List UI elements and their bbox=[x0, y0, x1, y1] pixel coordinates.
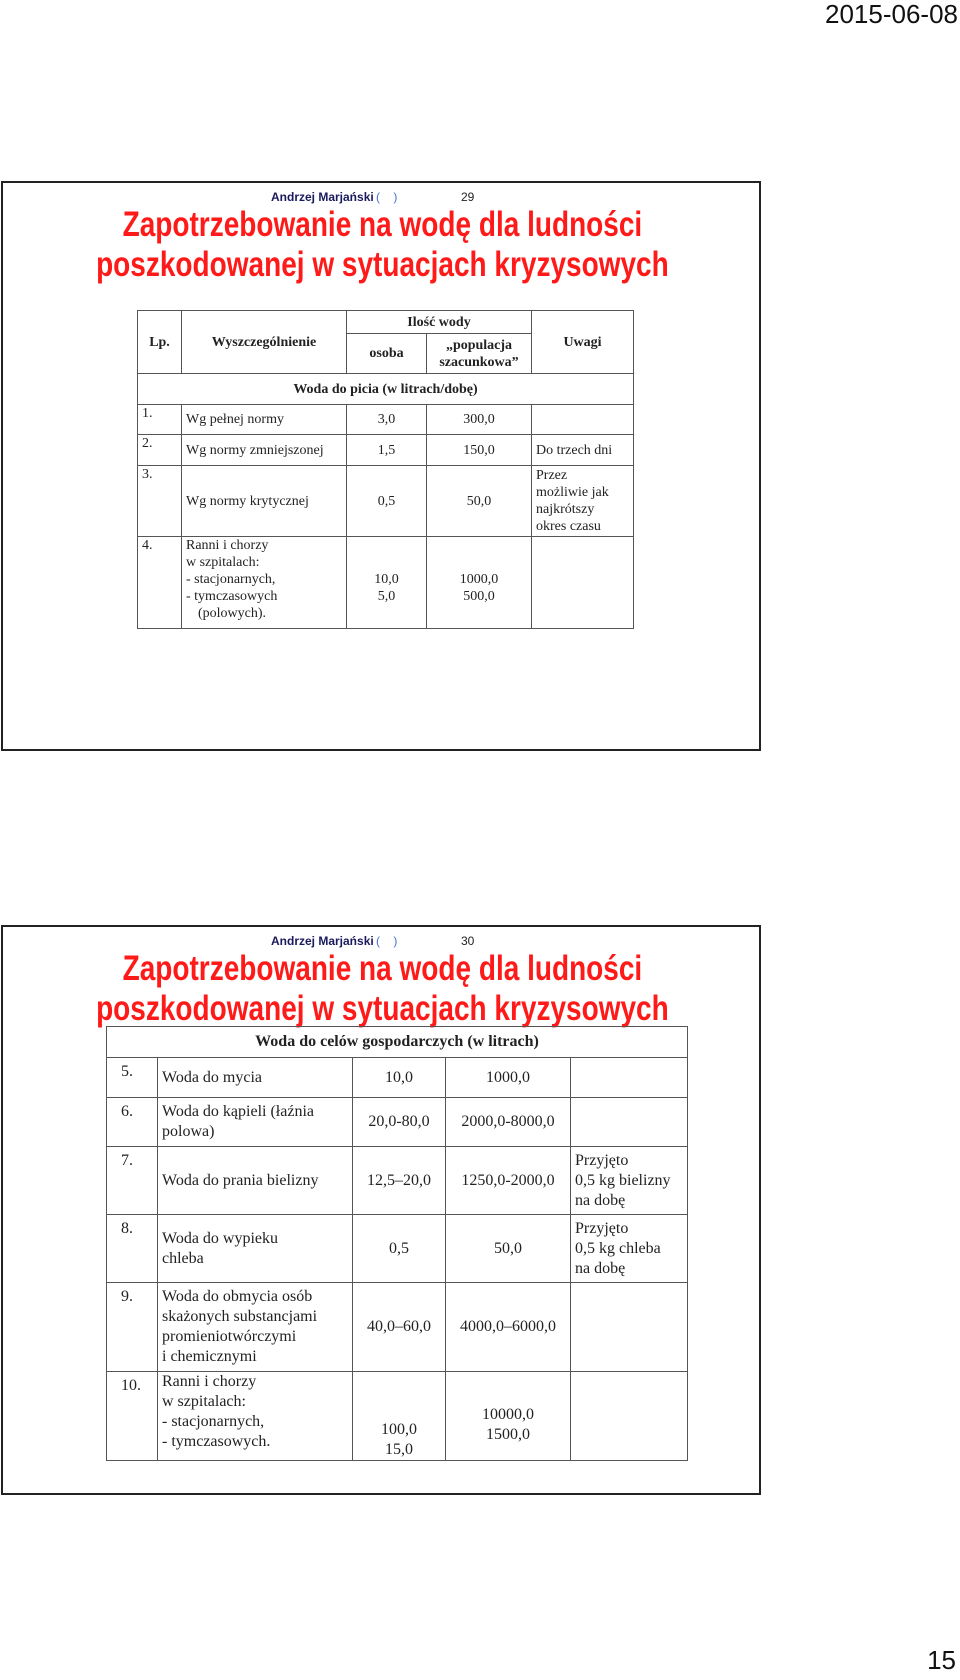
row-population: 1000,0 bbox=[446, 1058, 571, 1098]
row-notes bbox=[571, 1098, 688, 1147]
section-row bbox=[138, 374, 634, 405]
row-person: 10,0 5,0 bbox=[347, 537, 427, 629]
row-lp: 8. bbox=[107, 1215, 158, 1283]
row-population: 50,0 bbox=[427, 466, 532, 537]
slide-header bbox=[3, 933, 759, 949]
header-lp: Lp. bbox=[138, 311, 182, 374]
slide-29 bbox=[1, 181, 761, 751]
row-lp: 4. bbox=[138, 537, 182, 629]
table-row bbox=[138, 435, 634, 466]
water-drinking-table bbox=[137, 310, 634, 629]
slide-parens: ( ) bbox=[376, 934, 403, 948]
row-person: 0,5 bbox=[353, 1215, 446, 1283]
row-population: 1250,0-2000,0 bbox=[446, 1147, 571, 1215]
row-desc: Woda do prania bielizny bbox=[158, 1147, 353, 1215]
row-notes: Do trzech dni bbox=[532, 435, 634, 466]
row-desc: Ranni i chorzy w szpitalach: - stacjonarnych, - tymczasowych. bbox=[158, 1372, 353, 1461]
section-row bbox=[107, 1027, 688, 1058]
slide-number: 30 bbox=[461, 934, 475, 948]
table-row bbox=[107, 1283, 688, 1372]
row-desc: Woda do kąpieli (łaźnia polowa) bbox=[158, 1098, 353, 1147]
row-notes: Przyjęto 0,5 kg bielizny na dobę bbox=[571, 1147, 688, 1215]
table-row bbox=[138, 537, 634, 629]
slide-author: Andrzej Marjański bbox=[271, 190, 374, 204]
row-population: 10000,0 1500,0 bbox=[446, 1372, 571, 1461]
row-notes bbox=[532, 537, 634, 629]
row-person: 40,0–60,0 bbox=[353, 1283, 446, 1372]
row-person: 20,0-80,0 bbox=[353, 1098, 446, 1147]
table-row bbox=[138, 466, 634, 537]
slide-author: Andrzej Marjański bbox=[271, 934, 374, 948]
slide-title bbox=[80, 205, 685, 285]
row-desc: Woda do obmycia osób skażonych substancjami promieniotwórczymi i chemicznymi bbox=[158, 1283, 353, 1372]
row-lp: 5. bbox=[107, 1058, 158, 1098]
row-population: 150,0 bbox=[427, 435, 532, 466]
row-notes bbox=[571, 1058, 688, 1098]
row-lp: 2. bbox=[138, 435, 182, 466]
row-population: 2000,0-8000,0 bbox=[446, 1098, 571, 1147]
table-row bbox=[107, 1372, 688, 1461]
row-lp: 6. bbox=[107, 1098, 158, 1147]
row-person: 100,0 15,0 bbox=[353, 1372, 446, 1461]
row-notes bbox=[571, 1283, 688, 1372]
header-person: osoba bbox=[347, 334, 427, 374]
row-lp: 1. bbox=[138, 405, 182, 435]
slide-title-line2: poszkodowanej w sytuacjach kryzysowych bbox=[96, 245, 669, 284]
row-lp: 10. bbox=[107, 1372, 158, 1461]
row-person: 1,5 bbox=[347, 435, 427, 466]
page-date: 2015-06-08 bbox=[825, 0, 958, 29]
section-drinking: Woda do picia (w litrach/dobę) bbox=[138, 374, 634, 405]
table-row bbox=[107, 1058, 688, 1098]
row-notes: Przyjęto 0,5 kg chleba na dobę bbox=[571, 1215, 688, 1283]
table-row bbox=[107, 1215, 688, 1283]
section-household: Woda do celów gospodarczych (w litrach) bbox=[107, 1027, 688, 1058]
table-header-row bbox=[138, 311, 634, 334]
table-row bbox=[107, 1098, 688, 1147]
slide-title-line1: Zapotrzebowanie na wodę dla ludności bbox=[122, 949, 643, 988]
row-desc: Wg pełnej normy bbox=[182, 405, 347, 435]
header-population: „populacja szacunkowa” bbox=[427, 334, 532, 374]
row-person: 3,0 bbox=[347, 405, 427, 435]
table-row bbox=[138, 405, 634, 435]
header-quantity: Ilość wody bbox=[347, 311, 532, 334]
row-population: 4000,0–6000,0 bbox=[446, 1283, 571, 1372]
slide-title-line2: poszkodowanej w sytuacjach kryzysowych bbox=[96, 989, 669, 1028]
page-number: 15 bbox=[927, 1645, 956, 1675]
row-desc: Woda do mycia bbox=[158, 1058, 353, 1098]
slide-header bbox=[3, 189, 759, 205]
row-population: 50,0 bbox=[446, 1215, 571, 1283]
slide-parens: ( ) bbox=[376, 190, 403, 204]
row-lp: 3. bbox=[138, 466, 182, 537]
row-desc: Ranni i chorzy w szpitalach: - stacjonarnych, - tymczasowych (polowych). bbox=[182, 537, 347, 629]
slide-title bbox=[80, 949, 685, 1029]
row-desc: Wg normy krytycznej bbox=[182, 466, 347, 537]
header-notes: Uwagi bbox=[532, 311, 634, 374]
table-row bbox=[107, 1147, 688, 1215]
row-notes bbox=[532, 405, 634, 435]
water-household-table bbox=[106, 1026, 688, 1461]
row-population: 1000,0 500,0 bbox=[427, 537, 532, 629]
row-population: 300,0 bbox=[427, 405, 532, 435]
row-notes bbox=[571, 1372, 688, 1461]
row-person: 12,5–20,0 bbox=[353, 1147, 446, 1215]
row-desc: Wg normy zmniejszonej bbox=[182, 435, 347, 466]
slide-30 bbox=[1, 925, 761, 1495]
row-notes: Przez możliwie jak najkrótszy okres czasu bbox=[532, 466, 634, 537]
row-desc: Woda do wypieku chleba bbox=[158, 1215, 353, 1283]
slide-title-line1: Zapotrzebowanie na wodę dla ludności bbox=[122, 205, 643, 244]
row-person: 0,5 bbox=[347, 466, 427, 537]
row-lp: 9. bbox=[107, 1283, 158, 1372]
header-desc: Wyszczególnienie bbox=[182, 311, 347, 374]
slide-number: 29 bbox=[461, 190, 475, 204]
row-lp: 7. bbox=[107, 1147, 158, 1215]
row-person: 10,0 bbox=[353, 1058, 446, 1098]
